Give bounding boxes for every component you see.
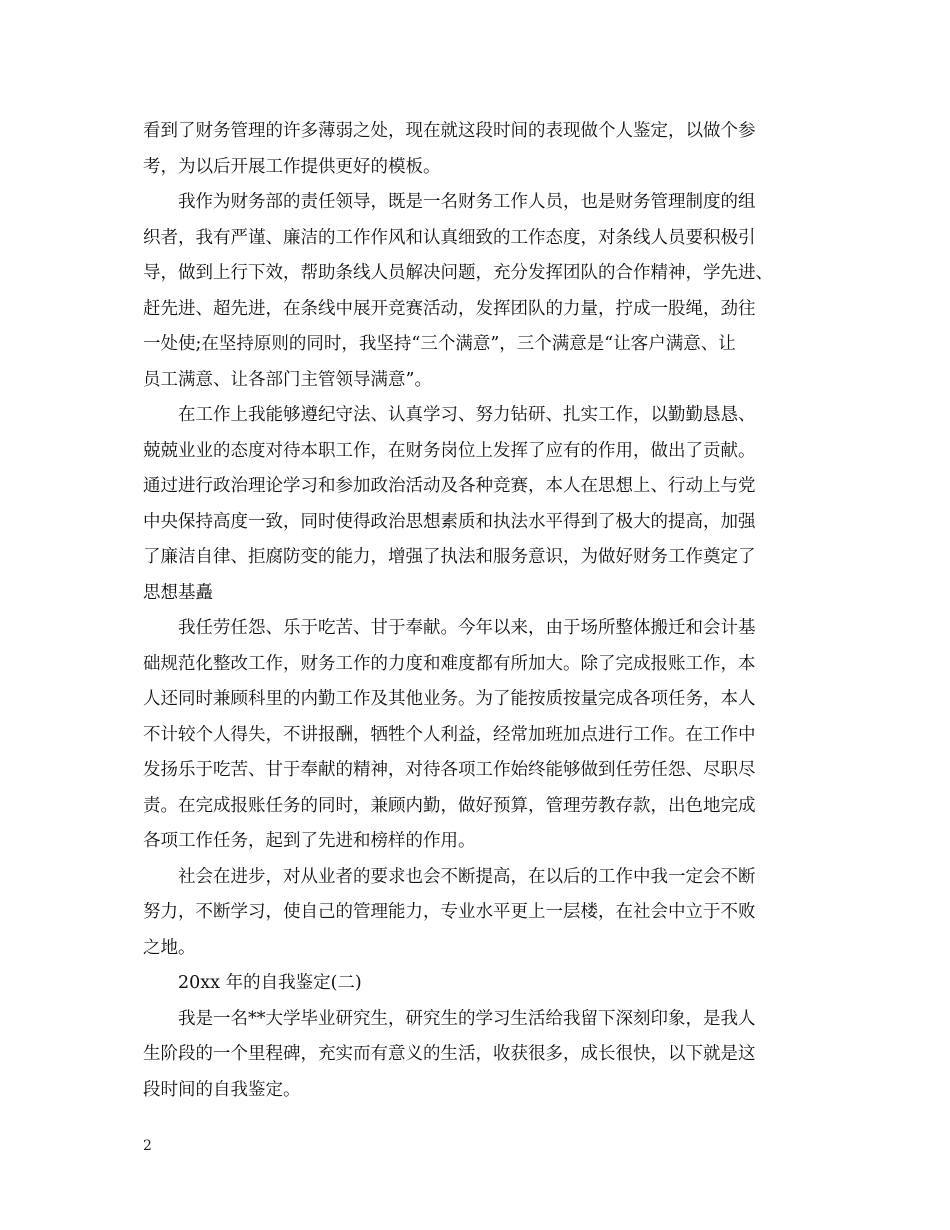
- text-line: 思想基矗: [143, 582, 213, 603]
- paragraph-5: [143, 860, 813, 967]
- text-line: 责。在完成报账任务的同时，兼顾内勤，做好预算，管理劳教存款，出色地完成: [143, 795, 756, 816]
- paragraph-2: [143, 185, 813, 398]
- text-line: 赶先进、超先进，在条线中展开竞赛活动，发挥团队的力量，拧成一股绳，劲往: [143, 298, 756, 319]
- text-line: 础规范化整改工作，财务工作的力度和难度都有所加大。除了完成报账工作，本: [143, 653, 756, 674]
- section-heading-text: 20xx 年的自我鉴定(二): [178, 973, 362, 993]
- text-line: 社会在进步，对从业者的要求也会不断提高，在以后的工作中我一定会不断: [178, 866, 756, 887]
- text-line: 之地。: [143, 937, 196, 958]
- paragraph-4: [143, 611, 813, 860]
- text-line: 导，做到上行下效，帮助条线人员解决问题，充分发挥团队的合作精神，学先进、: [143, 263, 773, 283]
- text-line: 我是一名**大学毕业研究生，研究生的学习生活给我留下深刻印象，是我人: [178, 1008, 756, 1029]
- text-line: 努力，不断学习，使自己的管理能力，专业水平更上一层楼，在社会中立于不败: [143, 902, 756, 922]
- text-line: 看到了财务管理的许多薄弱之处，现在就这段时间的表现做个人鉴定，以做个参: [143, 121, 756, 141]
- text-line: 在工作上我能够遵纪守法、认真学习、努力钻研、扎实工作，以勤勤恳恳、: [178, 405, 756, 425]
- text-line: 我任劳任怨、乐于吃苦、甘于奉献。今年以来，由于场所整体搬迁和会计基: [178, 618, 756, 638]
- text-line: 通过进行政治理论学习和参加政治活动及各种竞赛，本人在思想上、行动上与党: [143, 476, 756, 496]
- paragraph-1: [143, 114, 813, 185]
- text-line: 中央保持高度一致，同时使得政治思想素质和执法水平得到了极大的提高，加强: [143, 511, 756, 532]
- section-heading: [143, 966, 813, 1002]
- text-line: 我作为财务部的责任领导，既是一名财务工作人员，也是财务管理制度的组: [178, 192, 756, 212]
- text-line: 兢兢业业的态度对待本职工作，在财务岗位上发挥了应有的作用，做出了贡献。: [143, 440, 756, 461]
- text-line: 考，为以后开展工作提供更好的模板。: [143, 156, 441, 177]
- text-line: 不计较个人得失，不讲报酬，牺牲个人利益，经常加班加点进行工作。在工作中: [143, 724, 756, 745]
- text-line: 人还同时兼顾科里的内勤工作及其他业务。为了能按质按量完成各项任务，本人: [143, 689, 756, 709]
- paragraph-6: [143, 1002, 813, 1109]
- text-line: 员工满意、让各部门主管领导满意”。: [143, 369, 432, 390]
- paragraph-3: [143, 398, 813, 611]
- text-line: 了廉洁自律、拒腐防变的能力，增强了执法和服务意识，为做好财务工作奠定了: [143, 547, 756, 567]
- text-line: 一处使;在坚持原则的同时，我坚持“三个满意”，三个满意是“让客户满意、让: [143, 334, 736, 354]
- text-line: 各项工作任务，起到了先进和榜样的作用。: [143, 831, 476, 851]
- text-line: 生阶段的一个里程碑，充实而有意义的生活，收获很多，成长很快，以下就是这: [143, 1044, 756, 1064]
- text-line: 织者，我有严谨、廉洁的工作作风和认真细致的工作态度，对条线人员要积极引: [143, 227, 756, 248]
- text-line: 发扬乐于吃苦、甘于奉献的精神，对待各项工作始终能够做到任劳任怨、尽职尽: [143, 760, 756, 780]
- text-line: 段时间的自我鉴定。: [143, 1079, 301, 1100]
- document-body: [143, 114, 813, 1108]
- page-number: 2: [143, 1138, 152, 1154]
